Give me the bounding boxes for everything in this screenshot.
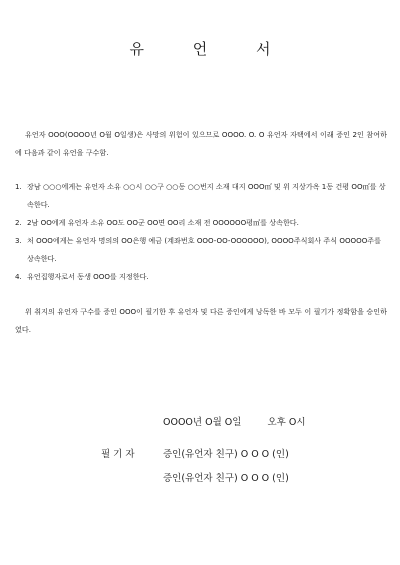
- time-text: 오후 O시: [267, 417, 306, 428]
- date-line: [163, 414, 306, 428]
- list-item-number: 1.: [15, 182, 22, 191]
- list-item-text: 유언집행자로서 동생 OOO를 지정한다.: [27, 272, 149, 281]
- list-item-text: 처 OOO에게는 유언자 명의의 OO은행 예금 (계좌번호 OOO-OO-OOOOOO), OOOO주식회사 주식 OOOOO주를 상속한다.: [27, 236, 382, 263]
- bequest-list: [15, 178, 387, 286]
- list-item-number: 2.: [15, 218, 22, 227]
- list-item: [15, 268, 387, 286]
- list-item-number: 3.: [15, 236, 22, 245]
- document-title: 유 언 서: [129, 40, 293, 58]
- list-item: [15, 178, 387, 214]
- list-item-text: 2남 OO에게 유언자 소유 OO도 OO군 OO면 OO리 소재 전 OOOOOO평㎡를 상속한다.: [27, 218, 299, 227]
- list-item: [15, 214, 387, 232]
- intro-paragraph: 유언자 OOO(OOOO년 O월 O일생)은 사망의 위험이 있으므로 OOOO. O. O 유언자 자택에서 이래 증인 2인 참여하에 다음과 같이 유언을 구수함.: [15, 130, 387, 157]
- witness-row: 증인(유언자 친구) O O O (인): [163, 473, 289, 484]
- list-item-number: 4.: [15, 272, 22, 281]
- list-item-text: 장남 ○○○에게는 유언자 소유 ○○시 ○○구 ○○동 ○○번지 소재 대지 OOO㎡ 및 위 지상가옥 1동 건평 OO㎡를 상속한다.: [27, 182, 386, 209]
- witness-row: 증인(유언자 친구) O O O (인): [163, 449, 289, 460]
- signature-label: 필기자: [101, 449, 138, 460]
- closing-paragraph: 위 취지의 유언자 구수를 증인 OOO이 필기한 후 유언자 및 다른 증인에게 낭독한 바 모두 이 필기가 정확함을 승인하였다.: [15, 307, 387, 334]
- list-item: [15, 232, 387, 268]
- date-text: OOOO년 O월 O일: [163, 417, 242, 428]
